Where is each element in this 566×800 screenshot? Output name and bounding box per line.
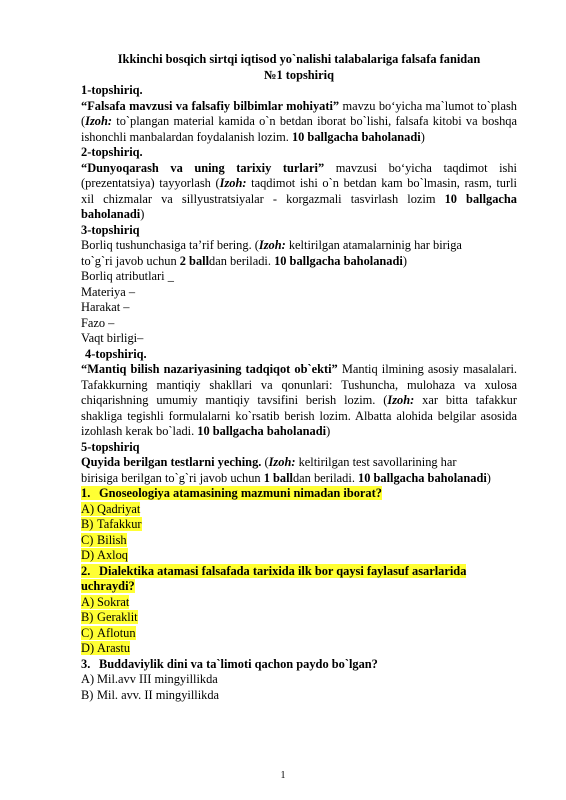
question-2-option-b: B) Geraklit — [81, 610, 138, 624]
task3-line2: to`g`ri javob uchun 2 balldan beriladi. 10 ballgacha baholanadi) — [81, 253, 407, 268]
question-2-option-c: C) Aflotun — [81, 625, 136, 640]
question-2-option-d: D) Arastu — [81, 641, 131, 655]
task3-item: Harakat – — [81, 300, 130, 314]
question-2-line1: 2. Dialektika atamasi falsafada tarixida ilk bor qaysi faylasuf asarlarida — [81, 563, 467, 578]
task3-line1: Borliq tushunchasiga ta’rif bering. (Izoh: keltirilgan atamalarninig har biriga — [81, 238, 462, 252]
task3-item: Materiya – — [81, 284, 136, 299]
task3-heading: 3-topshiriq — [81, 222, 140, 237]
question-1: 1. Gnoseologiya atamasining mazmuni nimadan iborat? — [81, 486, 382, 500]
task5-line1: Quyida berilgan testlarni yeching. (Izoh: keltirilgan test savollarining har — [81, 455, 457, 469]
task3-item: Borliq atributlari _ — [81, 269, 174, 283]
page-number: 1 — [280, 770, 286, 781]
question-1-option-b: B) Tafakkur — [81, 517, 142, 531]
task3-item: Fazo – — [81, 315, 115, 330]
question-2-line2: uchraydi? — [81, 579, 135, 593]
task2-heading: 2-topshiriq. — [81, 145, 143, 159]
question-3: 3. Buddaviylik dini va ta`limoti qachon paydo bo`lgan? — [81, 656, 378, 671]
question-1-option-a: A) Qadriyat — [81, 501, 141, 516]
question-3-option-b: B) Mil. avv. II mingyillikda — [81, 687, 220, 702]
document-page — [81, 52, 517, 703]
task5-line2: birisiga berilgan to`g`ri javob uchun 1 balldan beriladi. 10 ballgacha baholanadi) — [81, 470, 491, 485]
question-1-option-d: D) Axloq — [81, 548, 128, 562]
task1-heading: 1-topshiriq. — [81, 83, 143, 97]
document-title-line2: №1 topshiriq — [264, 67, 334, 82]
task2-body: “Dunyoqarash va uning tarixiy turlari” mavzusi bo‘yicha taqdimot ishi (prezentatsiya) tayyorlash (Izoh: taqdimot ishi o`n betdan kam bo`lmasin, rasm, turli xil chizmalar va sillyustratsiyalar - korgazmali tasvirlash lozim 10 ballgacha baholanadi) — [81, 160, 518, 221]
task5-heading: 5-topshiriq — [81, 439, 140, 454]
task4-body: “Mantiq bilish nazariyasining tadqiqot ob`ekti” Mantiq ilmining asosiy masalalari. Tafakkurning mantiqiy shakllari va qonunlari: Tushuncha, mulohaza va xulosa chiqarishning umumiy mantiqiy tavsifini berish lozim. (Izoh: xar bitta tafakkur shakliga tegishli formulalarni ko`rsatib berish lozim. Albatta alohida belgilar asosida izohlash kerak bo`ladi. 10 ballgacha baholanadi) — [81, 362, 517, 438]
task3-item: Vaqt birligi– — [81, 331, 144, 345]
question-3-option-a: A) Mil.avv III mingyillikda — [81, 672, 218, 686]
question-2-option-a: A) Sokrat — [81, 594, 130, 609]
task4-heading: 4-topshiriq. — [85, 346, 147, 361]
question-1-option-c: C) Bilish — [81, 532, 127, 547]
task1-body: “Falsafa mavzusi va falsafiy bilbimlar mohiyati” mavzu bo‘yicha ma`lumot to`plash (Izoh: to`plangan material kamida o`n betdan iborat bo`lishi, falsafa kitobi va boshqa ishonchli manbalardan foydalanish lozim. 10 ballgacha baholanadi) — [81, 98, 517, 144]
document-title-line1: Ikkinchi bosqich sirtqi iqtisod yo`nalishi talabalariga falsafa fanidan — [117, 52, 481, 66]
